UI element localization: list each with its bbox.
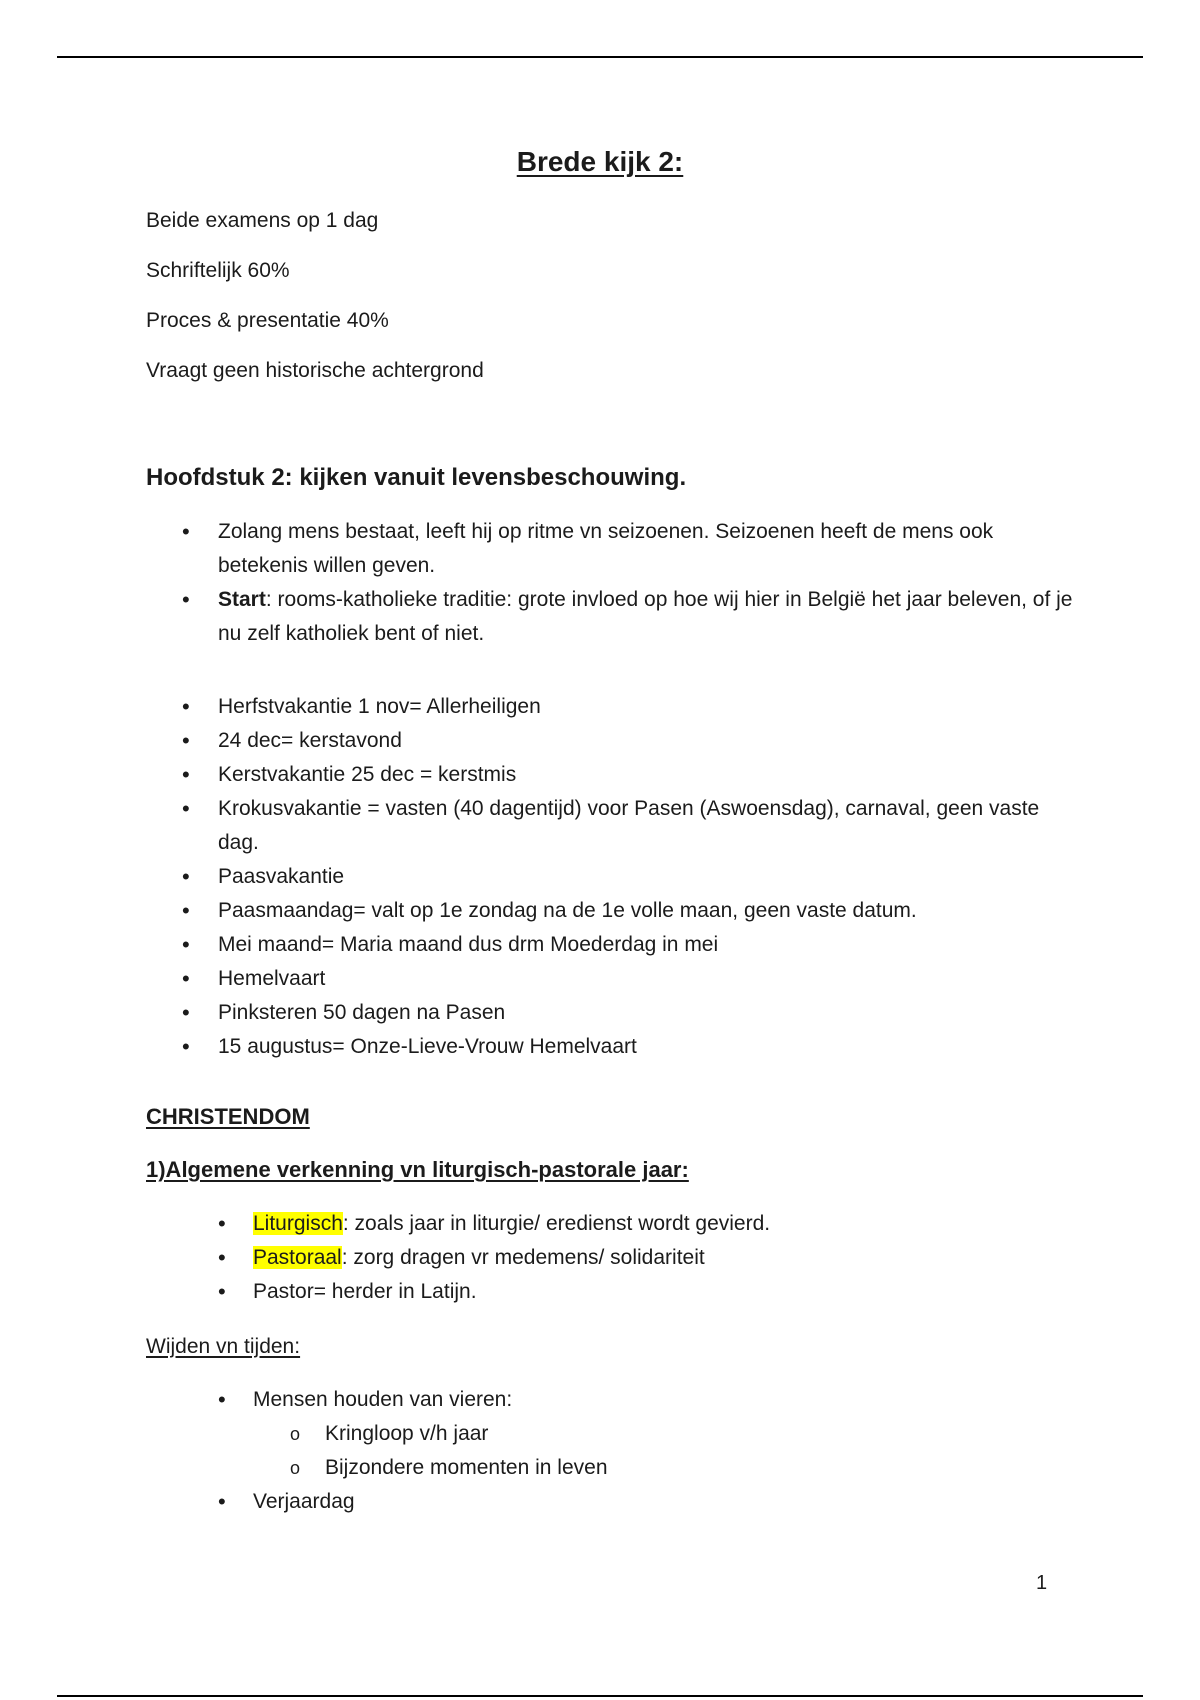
holiday-list (146, 690, 1076, 1064)
chapter-bullet-list (146, 515, 1076, 651)
document-title: Brede kijk 2: (516, 146, 684, 177)
list-item (146, 1030, 1076, 1064)
list-item-text: Krokusvakantie = vasten (40 dagentijd) voor Pasen (Aswoensdag), carnaval, geen vaste dag. (218, 797, 1040, 854)
list-item-text: Mei maand= Maria maand dus drm Moederdag in mei (218, 933, 719, 956)
list-item-text: Herfstvakantie 1 nov= Allerheiligen (218, 695, 541, 718)
list-item-text: Bijzondere momenten in leven (325, 1456, 608, 1479)
list-item-text: Pinksteren 50 dagen na Pasen (218, 1001, 506, 1024)
list-item-text: : zoals jaar in liturgie/ eredienst wordt gevierd. (342, 1212, 771, 1235)
list-item-text: Mensen houden van vieren: (253, 1388, 513, 1411)
list-item-text: Paasvakantie (218, 865, 345, 888)
list-item-text: 24 dec= kerstavond (218, 729, 402, 752)
page-number: 1 (1036, 1572, 1048, 1594)
list-item-text: Zolang mens bestaat, leeft hij op ritme vn seizoenen. Seizoenen heeft de mens ook betekenis willen geven. (218, 520, 994, 577)
list-item-text: Hemelvaart (218, 967, 326, 990)
intro-line: Vraagt geen historische achtergrond (146, 359, 484, 382)
section-heading-christendom: CHRISTENDOM (146, 1104, 310, 1129)
list-item (146, 583, 1076, 651)
list-item (146, 996, 1076, 1030)
header-rule (57, 56, 1143, 58)
sub-list-item (253, 1451, 1076, 1485)
list-item-text: 15 augustus= Onze-Lieve-Vrouw Hemelvaart (218, 1035, 637, 1058)
sub-list (253, 1417, 1076, 1485)
list-item (146, 690, 1076, 724)
chapter-heading: Hoofdstuk 2: kijken vanuit levensbeschouwing. (146, 464, 687, 491)
list-item (218, 1275, 1076, 1309)
intro-line: Schriftelijk 60% (146, 259, 290, 282)
highlighted-term: Liturgisch (253, 1212, 343, 1235)
list-item-text: : rooms-katholieke traditie: grote invloed op hoe wij hier in België het jaar beleven, of je nu zelf katholiek bent of niet. (218, 588, 1073, 645)
list-item (146, 928, 1076, 962)
list-item (218, 1383, 1076, 1485)
list-item (218, 1241, 1076, 1275)
list-item (218, 1207, 1076, 1241)
section-subheading: 1)Algemene verkenning vn liturgisch-pastorale jaar: (146, 1157, 689, 1182)
list-item-text: Paasmaandag= valt op 1e zondag na de 1e volle maan, geen vaste datum. (218, 899, 917, 922)
list-item (146, 962, 1076, 996)
list-item-text: Verjaardag (253, 1490, 355, 1513)
list-item (146, 860, 1076, 894)
list-item (146, 724, 1076, 758)
list-item-label: Start (218, 588, 266, 611)
sub-list-item (253, 1417, 1076, 1451)
terms-list (218, 1207, 1076, 1309)
list-item-text: Kerstvakantie 25 dec = kerstmis (218, 763, 517, 786)
list-item (218, 1485, 1076, 1519)
intro-line: Proces & presentatie 40% (146, 309, 389, 332)
list-item-text: Kringloop v/h jaar (325, 1422, 489, 1445)
list-item-text: : zorg dragen vr medemens/ solidariteit (341, 1246, 705, 1269)
footer-rule (57, 1695, 1143, 1697)
wijden-list (218, 1383, 1076, 1519)
list-item-text: Pastor= herder in Latijn. (253, 1280, 477, 1303)
list-item (146, 894, 1076, 928)
list-item (146, 758, 1076, 792)
highlighted-term: Pastoraal (253, 1246, 342, 1269)
wijden-heading: Wijden vn tijden: (146, 1335, 301, 1358)
list-item (146, 792, 1076, 860)
list-item (146, 515, 1076, 583)
intro-line: Beide examens op 1 dag (146, 209, 379, 232)
